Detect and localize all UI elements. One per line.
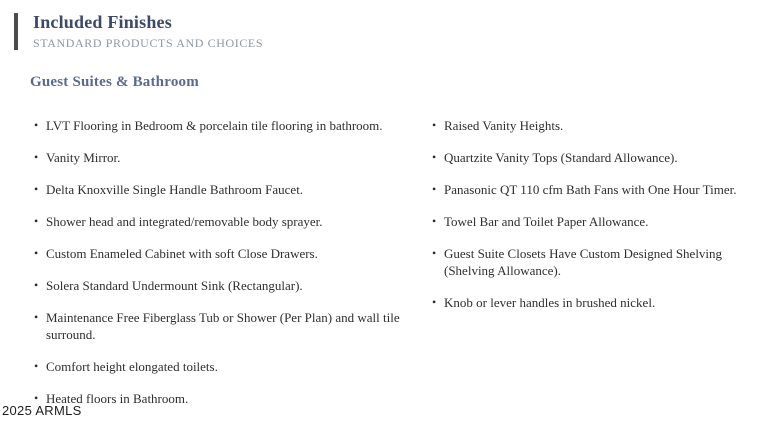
list-item: • LVT Flooring in Bedroom & porcelain tile flooring in bathroom. [33, 117, 426, 134]
list-item: • Custom Enameled Cabinet with soft Close Drawers. [33, 245, 426, 262]
list-item: • Heated floors in Bathroom. [33, 390, 426, 407]
header-accent-bar [14, 13, 18, 50]
list-item: • Solera Standard Undermount Sink (Rectangular). [33, 277, 426, 294]
list-item: • Quartzite Vanity Tops (Standard Allowance). [431, 149, 754, 166]
list-item: • Shower head and integrated/removable body sprayer. [33, 213, 426, 230]
list-item: • Towel Bar and Toilet Paper Allowance. [431, 213, 754, 230]
section-heading-guest-suites-bathroom: Guest Suites & Bathroom [30, 74, 199, 90]
bullet-list-right [431, 117, 754, 326]
armls-watermark: 2025 ARMLS [2, 403, 82, 418]
list-item: • Panasonic QT 110 cfm Bath Fans with One Hour Timer. [431, 181, 754, 198]
list-item: • Vanity Mirror. [33, 149, 426, 166]
list-item: • Knob or lever handles in brushed nickel. [431, 294, 754, 311]
list-item: • Comfort height elongated toilets. [33, 358, 426, 375]
page-header [33, 12, 263, 51]
list-item: • Raised Vanity Heights. [431, 117, 754, 134]
list-item: • Guest Suite Closets Have Custom Designed Shelving (Shelving Allowance). [431, 245, 754, 279]
bullet-list-left [33, 117, 426, 422]
page-title: Included Finishes [33, 12, 172, 32]
list-item: • Maintenance Free Fiberglass Tub or Shower (Per Plan) and wall tile surround. [33, 309, 426, 343]
page-subtitle: STANDARD PRODUCTS AND CHOICES [33, 35, 264, 50]
list-item: • Delta Knoxville Single Handle Bathroom Faucet. [33, 181, 426, 198]
